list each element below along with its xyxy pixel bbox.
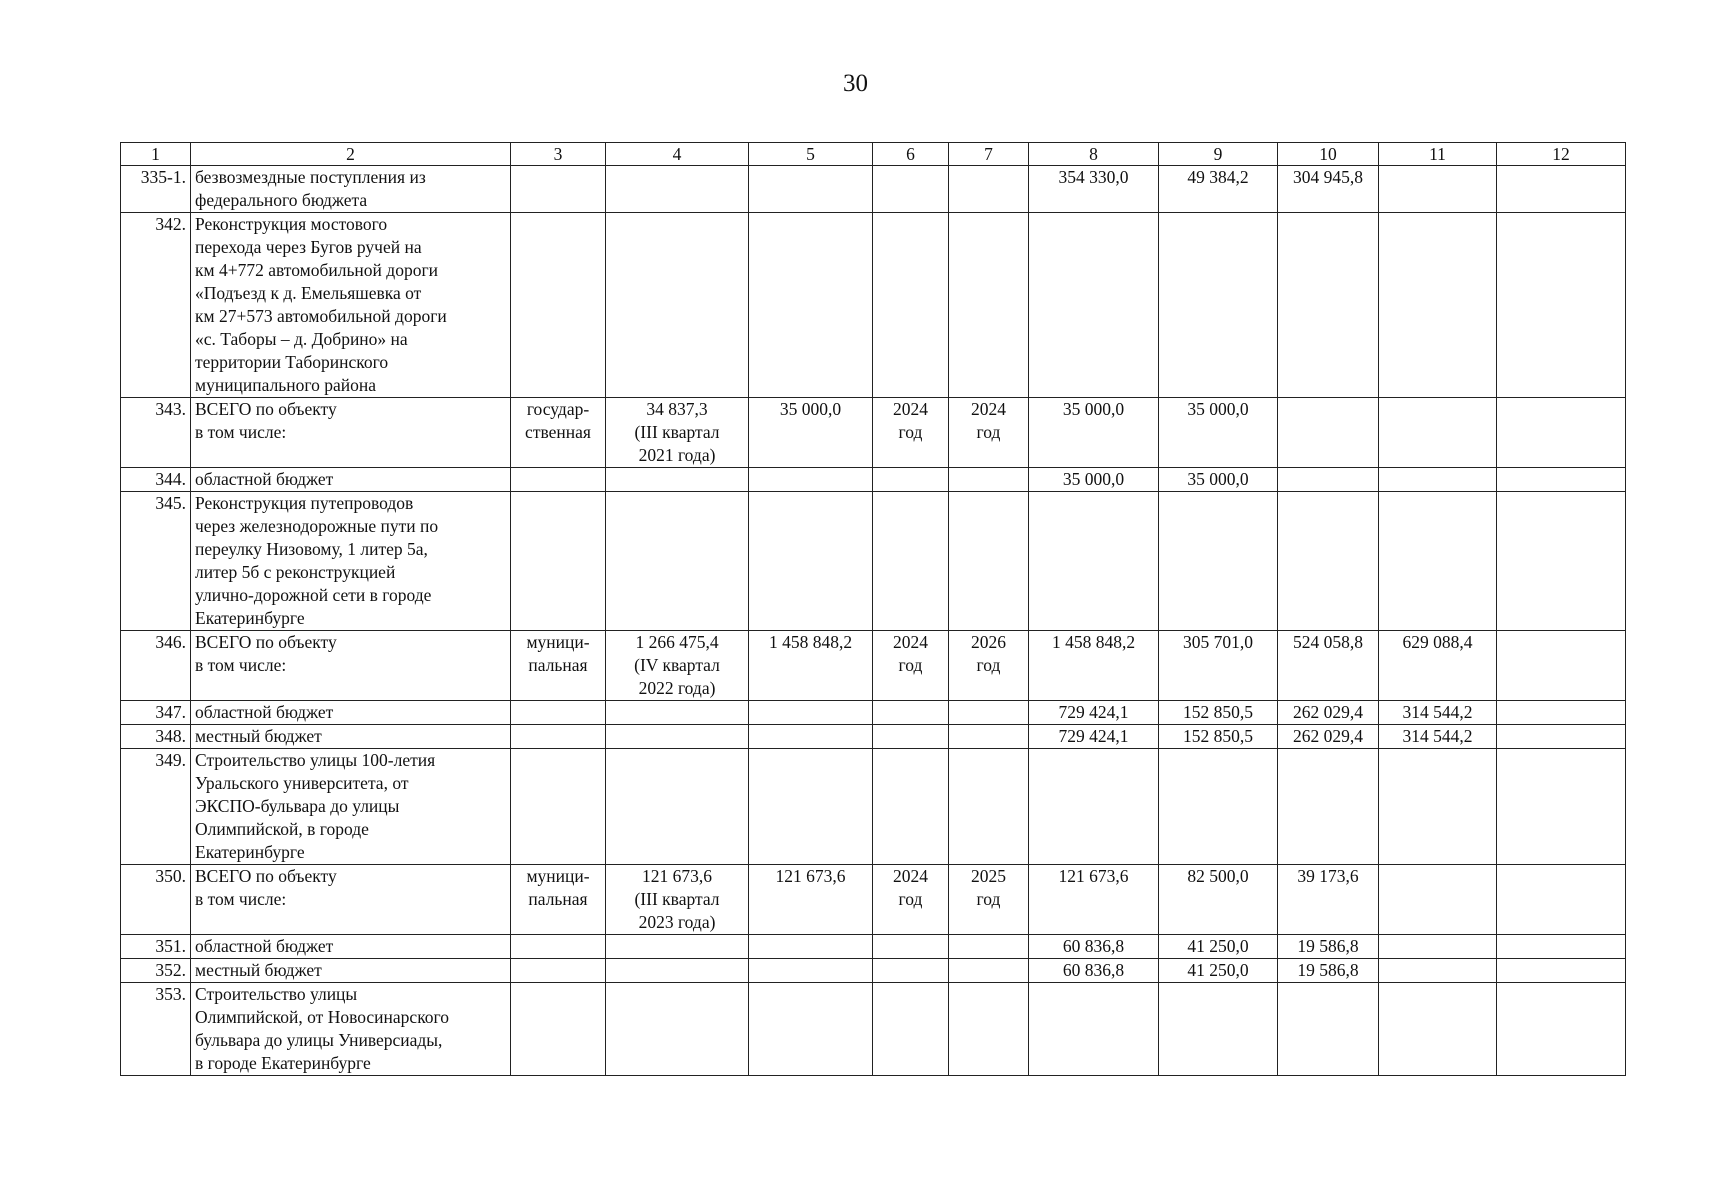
cell-line: (III квартал [634,889,720,909]
estimated-cost-cell [606,398,749,468]
end-year-cell [949,983,1029,1076]
value-cell [749,468,873,492]
col-header: 10 [1278,143,1379,166]
table-body [121,166,1626,1076]
cell-line: областной бюджет [195,936,334,956]
value-cell: 19 586,8 [1278,935,1379,959]
value-cell [1379,983,1497,1076]
table-row [121,959,1626,983]
item-name-cell [191,959,511,983]
row-number-cell: 349. [121,749,191,865]
value-cell: 152 850,5 [1159,725,1278,749]
value-cell [1379,166,1497,213]
cell-line: областной бюджет [195,469,334,489]
end-year-cell [949,398,1029,468]
value-cell [1379,935,1497,959]
value-cell [1497,935,1626,959]
estimated-cost-cell [606,935,749,959]
value-cell [1278,749,1379,865]
value-cell [749,213,873,398]
value-cell [1029,213,1159,398]
cell-line: в том числе: [195,422,287,442]
estimated-cost-cell [606,725,749,749]
value-cell: 152 850,5 [1159,701,1278,725]
value-cell [1497,725,1626,749]
row-number-cell: 342. [121,213,191,398]
value-cell [1497,983,1626,1076]
cell-line: государ- [526,399,590,419]
value-cell: 60 836,8 [1029,935,1159,959]
cell-line: 1 266 475,4 [635,632,719,652]
row-number-cell: 348. [121,725,191,749]
item-name-cell [191,749,511,865]
cell-line: Строительство улицы 100-летия [195,750,436,770]
cell-line: 2024 [971,399,1006,419]
value-cell [1497,166,1626,213]
item-name-cell [191,865,511,935]
item-name-cell [191,701,511,725]
cell-line: в том числе: [195,889,287,909]
value-cell: 35 000,0 [1029,468,1159,492]
value-cell: 629 088,4 [1379,631,1497,701]
value-cell [749,935,873,959]
start-year-cell [873,631,949,701]
cell-line: 2024 [893,399,928,419]
value-cell [1379,213,1497,398]
end-year-cell [949,492,1029,631]
cell-line: год [898,655,923,675]
cell-line: (III квартал [634,422,720,442]
cell-line: км 27+573 автомобильной дороги [195,306,447,326]
estimated-cost-cell [606,865,749,935]
value-cell: 729 424,1 [1029,701,1159,725]
end-year-cell [949,725,1029,749]
col-header: 6 [873,143,949,166]
row-number-cell: 335-1. [121,166,191,213]
cell-line: пальная [528,889,588,909]
value-cell [1159,492,1278,631]
cell-line: областной бюджет [195,702,334,722]
value-cell [1497,468,1626,492]
value-cell [749,983,873,1076]
cell-line: 2021 года) [638,445,716,465]
ownership-cell [511,631,606,701]
value-cell [749,959,873,983]
value-cell: 19 586,8 [1278,959,1379,983]
table-row [121,935,1626,959]
start-year-cell [873,983,949,1076]
col-header: 3 [511,143,606,166]
cell-line: год [898,422,923,442]
value-cell: 41 250,0 [1159,935,1278,959]
cell-line: год [976,422,1001,442]
value-cell [1029,749,1159,865]
cell-line: (IV квартал [634,655,720,675]
cell-line: Строительство улицы [195,984,358,1004]
value-cell: 35 000,0 [1029,398,1159,468]
end-year-cell [949,749,1029,865]
value-cell [1278,492,1379,631]
start-year-cell [873,749,949,865]
estimated-cost-cell [606,631,749,701]
cell-line: 2024 [893,632,928,652]
value-cell [1497,959,1626,983]
budget-table [120,142,1626,1076]
value-cell [1379,492,1497,631]
estimated-cost-cell [606,959,749,983]
cell-line: безвозмездные поступления из [195,167,426,187]
value-cell [1278,213,1379,398]
cell-line: улично-дорожной сети в городе [195,585,432,605]
cell-line: Реконструкция мостового [195,214,388,234]
item-name-cell [191,492,511,631]
value-cell: 1 458 848,2 [1029,631,1159,701]
ownership-cell [511,492,606,631]
cell-line: 2024 [893,866,928,886]
cell-line: ственная [525,422,591,442]
cell-line: муниципального района [195,375,377,395]
table-row [121,492,1626,631]
value-cell [749,725,873,749]
value-cell: 304 945,8 [1278,166,1379,213]
row-number-cell: 347. [121,701,191,725]
row-number-cell: 346. [121,631,191,701]
value-cell: 524 058,8 [1278,631,1379,701]
cell-line: в городе Екатеринбурге [195,1053,371,1073]
table-row [121,701,1626,725]
item-name-cell [191,725,511,749]
table-row [121,166,1626,213]
cell-line: 121 673,6 [642,866,712,886]
value-cell: 39 173,6 [1278,865,1379,935]
cell-line: переулку Низовому, 1 литер 5а, [195,539,428,559]
value-cell [1497,213,1626,398]
value-cell [1379,468,1497,492]
cell-line: ВСЕГО по объекту [195,399,337,419]
start-year-cell [873,701,949,725]
cell-line: бульвара до улицы Универсиады, [195,1030,443,1050]
item-name-cell [191,468,511,492]
value-cell [1497,631,1626,701]
cell-line: «Подъезд к д. Емельяшевка от [195,283,422,303]
value-cell [1029,983,1159,1076]
value-cell: 729 424,1 [1029,725,1159,749]
ownership-cell [511,959,606,983]
cell-line: 2023 года) [638,912,716,932]
table-row [121,631,1626,701]
value-cell: 41 250,0 [1159,959,1278,983]
col-header: 4 [606,143,749,166]
value-cell [1497,749,1626,865]
cell-line: Екатеринбурге [195,608,305,628]
row-number-cell: 352. [121,959,191,983]
cell-line: пальная [528,655,588,675]
end-year-cell [949,213,1029,398]
cell-line: ВСЕГО по объекту [195,632,337,652]
cell-line: ВСЕГО по объекту [195,866,337,886]
ownership-cell [511,749,606,865]
cell-line: Екатеринбурге [195,842,305,862]
value-cell: 354 330,0 [1029,166,1159,213]
value-cell [749,749,873,865]
value-cell [1497,865,1626,935]
item-name-cell [191,631,511,701]
end-year-cell [949,631,1029,701]
cell-line: литер 5б с реконструкцией [195,562,396,582]
end-year-cell [949,701,1029,725]
row-number-cell: 351. [121,935,191,959]
value-cell: 121 673,6 [1029,865,1159,935]
cell-line: муници- [526,866,590,886]
row-number-cell: 353. [121,983,191,1076]
cell-line: Реконструкция путепроводов [195,493,414,513]
end-year-cell [949,935,1029,959]
item-name-cell [191,166,511,213]
page-number: 30 [843,70,868,97]
cell-line: в том числе: [195,655,287,675]
col-header: 12 [1497,143,1626,166]
value-cell: 262 029,4 [1278,701,1379,725]
table-row [121,749,1626,865]
value-cell: 121 673,6 [749,865,873,935]
value-cell: 35 000,0 [1159,398,1278,468]
cell-line: федерального бюджета [195,190,368,210]
value-cell: 82 500,0 [1159,865,1278,935]
ownership-cell [511,865,606,935]
value-cell [1379,865,1497,935]
cell-line: 2025 [971,866,1006,886]
row-number-cell: 350. [121,865,191,935]
value-cell [1278,398,1379,468]
cell-line: 2026 [971,632,1006,652]
cell-line: перехода через Бугов ручей на [195,237,422,257]
start-year-cell [873,865,949,935]
header-row [121,143,1626,166]
value-cell [1497,398,1626,468]
cell-line: 2022 года) [638,678,716,698]
col-header: 8 [1029,143,1159,166]
start-year-cell [873,492,949,631]
table-row [121,725,1626,749]
start-year-cell [873,398,949,468]
cell-line: «с. Таборы – д. Добрино» на [195,329,408,349]
estimated-cost-cell [606,701,749,725]
ownership-cell [511,213,606,398]
value-cell [1379,749,1497,865]
estimated-cost-cell [606,213,749,398]
ownership-cell [511,166,606,213]
cell-line: местный бюджет [195,726,322,746]
value-cell: 35 000,0 [749,398,873,468]
col-header: 2 [191,143,511,166]
value-cell [1278,983,1379,1076]
value-cell [1379,959,1497,983]
cell-line: км 4+772 автомобильной дороги [195,260,438,280]
cell-line: Уральского университета, от [195,773,409,793]
value-cell: 1 458 848,2 [749,631,873,701]
value-cell [1159,749,1278,865]
cell-line: местный бюджет [195,960,322,980]
ownership-cell [511,935,606,959]
row-number-cell: 343. [121,398,191,468]
table-row [121,213,1626,398]
end-year-cell [949,959,1029,983]
cell-line: муници- [526,632,590,652]
cell-line: ЭКСПО-бульвара до улицы [195,796,400,816]
start-year-cell [873,468,949,492]
item-name-cell [191,983,511,1076]
ownership-cell [511,398,606,468]
value-cell [1497,492,1626,631]
col-header: 11 [1379,143,1497,166]
value-cell: 49 384,2 [1159,166,1278,213]
col-header: 9 [1159,143,1278,166]
table-row [121,865,1626,935]
value-cell [1159,213,1278,398]
ownership-cell [511,725,606,749]
cell-line: территории Таборинского [195,352,389,372]
table-row [121,398,1626,468]
start-year-cell [873,166,949,213]
row-number-cell: 344. [121,468,191,492]
col-header: 1 [121,143,191,166]
end-year-cell [949,865,1029,935]
value-cell [749,492,873,631]
value-cell: 305 701,0 [1159,631,1278,701]
value-cell [1278,468,1379,492]
value-cell: 314 544,2 [1379,725,1497,749]
item-name-cell [191,398,511,468]
value-cell [1159,983,1278,1076]
estimated-cost-cell [606,492,749,631]
value-cell [1029,492,1159,631]
ownership-cell [511,983,606,1076]
estimated-cost-cell [606,749,749,865]
value-cell: 35 000,0 [1159,468,1278,492]
ownership-cell [511,701,606,725]
value-cell: 60 836,8 [1029,959,1159,983]
cell-line: Олимпийской, в городе [195,819,369,839]
cell-line: год [898,889,923,909]
end-year-cell [949,468,1029,492]
table-row [121,468,1626,492]
cell-line: 34 837,3 [646,399,708,419]
cell-line: через железнодорожные пути по [195,516,439,536]
value-cell: 314 544,2 [1379,701,1497,725]
start-year-cell [873,725,949,749]
value-cell: 262 029,4 [1278,725,1379,749]
end-year-cell [949,166,1029,213]
estimated-cost-cell [606,166,749,213]
start-year-cell [873,935,949,959]
col-header: 5 [749,143,873,166]
cell-line: год [976,889,1001,909]
item-name-cell [191,213,511,398]
cell-line: Олимпийской, от Новосинарского [195,1007,450,1027]
estimated-cost-cell [606,468,749,492]
table-row [121,983,1626,1076]
row-number-cell: 345. [121,492,191,631]
ownership-cell [511,468,606,492]
cell-line: год [976,655,1001,675]
value-cell [1497,701,1626,725]
value-cell [749,166,873,213]
item-name-cell [191,935,511,959]
value-cell [1379,398,1497,468]
estimated-cost-cell [606,983,749,1076]
value-cell [749,701,873,725]
start-year-cell [873,213,949,398]
col-header: 7 [949,143,1029,166]
start-year-cell [873,959,949,983]
